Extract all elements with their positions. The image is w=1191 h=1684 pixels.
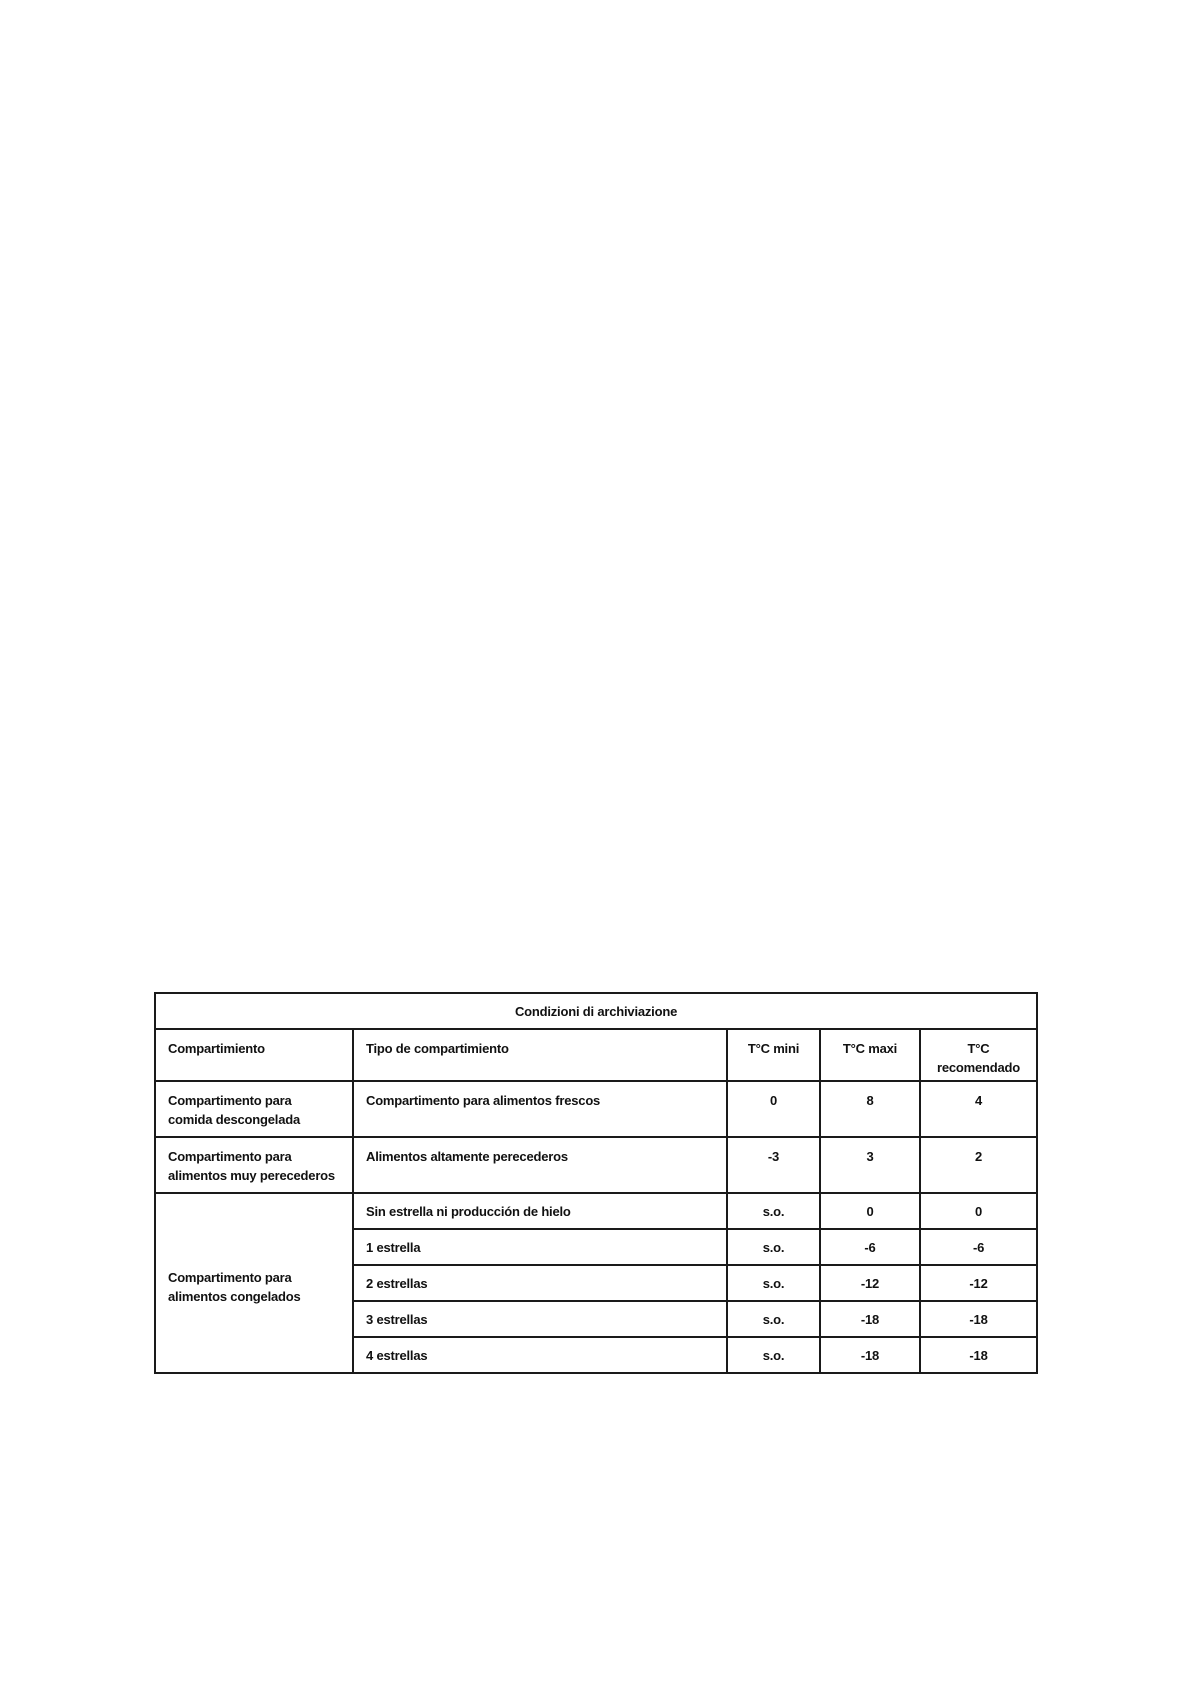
t-rec-cell: -18 <box>920 1301 1037 1337</box>
t-min-cell: s.o. <box>727 1337 820 1373</box>
compartment-line1: Compartimento para <box>168 1270 292 1285</box>
t-max-cell: -18 <box>820 1337 920 1373</box>
t-min-cell: s.o. <box>727 1193 820 1229</box>
compartment-line2: alimentos congelados <box>168 1289 301 1304</box>
t-rec-cell: -6 <box>920 1229 1037 1265</box>
header-type: Tipo de compartimiento <box>353 1029 727 1081</box>
header-t-rec-line2: recomendado <box>937 1060 1021 1075</box>
header-t-rec-line1: T°C <box>967 1041 990 1056</box>
t-max-cell: 3 <box>820 1137 920 1193</box>
t-rec-cell: -12 <box>920 1265 1037 1301</box>
t-rec-cell: -18 <box>920 1337 1037 1373</box>
header-t-recommended <box>920 1029 1037 1081</box>
table-row <box>155 1193 1037 1229</box>
table-title-row <box>155 993 1037 1029</box>
header-t-max: T°C maxi <box>820 1029 920 1081</box>
type-cell: Alimentos altamente perecederos <box>353 1137 727 1193</box>
table-row <box>155 1137 1037 1193</box>
compartment-line1: Compartimento para <box>168 1149 292 1164</box>
header-t-min: T°C mini <box>727 1029 820 1081</box>
type-cell: 1 estrella <box>353 1229 727 1265</box>
t-max-cell: 0 <box>820 1193 920 1229</box>
type-cell: 4 estrellas <box>353 1337 727 1373</box>
type-cell: Compartimento para alimentos frescos <box>353 1081 727 1137</box>
compartment-cell <box>155 1081 353 1137</box>
t-max-cell: -12 <box>820 1265 920 1301</box>
type-cell: Sin estrella ni producción de hielo <box>353 1193 727 1229</box>
compartment-cell-frozen <box>155 1193 353 1373</box>
type-cell: 2 estrellas <box>353 1265 727 1301</box>
t-min-cell: s.o. <box>727 1265 820 1301</box>
t-max-cell: -18 <box>820 1301 920 1337</box>
compartment-line1: Compartimento para <box>168 1093 292 1108</box>
storage-conditions-table <box>154 992 1038 1374</box>
t-rec-cell: 0 <box>920 1193 1037 1229</box>
t-max-cell: -6 <box>820 1229 920 1265</box>
t-min-cell: -3 <box>727 1137 820 1193</box>
header-compartment: Compartimiento <box>155 1029 353 1081</box>
t-min-cell: 0 <box>727 1081 820 1137</box>
t-rec-cell: 4 <box>920 1081 1037 1137</box>
table-row <box>155 1081 1037 1137</box>
t-min-cell: s.o. <box>727 1229 820 1265</box>
compartment-line2: comida descongelada <box>168 1112 301 1127</box>
table-header-row <box>155 1029 1037 1081</box>
compartment-cell <box>155 1137 353 1193</box>
t-min-cell: s.o. <box>727 1301 820 1337</box>
type-cell: 3 estrellas <box>353 1301 727 1337</box>
table-title: Condizioni di archiviazione <box>155 993 1037 1029</box>
t-rec-cell: 2 <box>920 1137 1037 1193</box>
t-max-cell: 8 <box>820 1081 920 1137</box>
compartment-line2: alimentos muy perecederos <box>168 1168 335 1183</box>
